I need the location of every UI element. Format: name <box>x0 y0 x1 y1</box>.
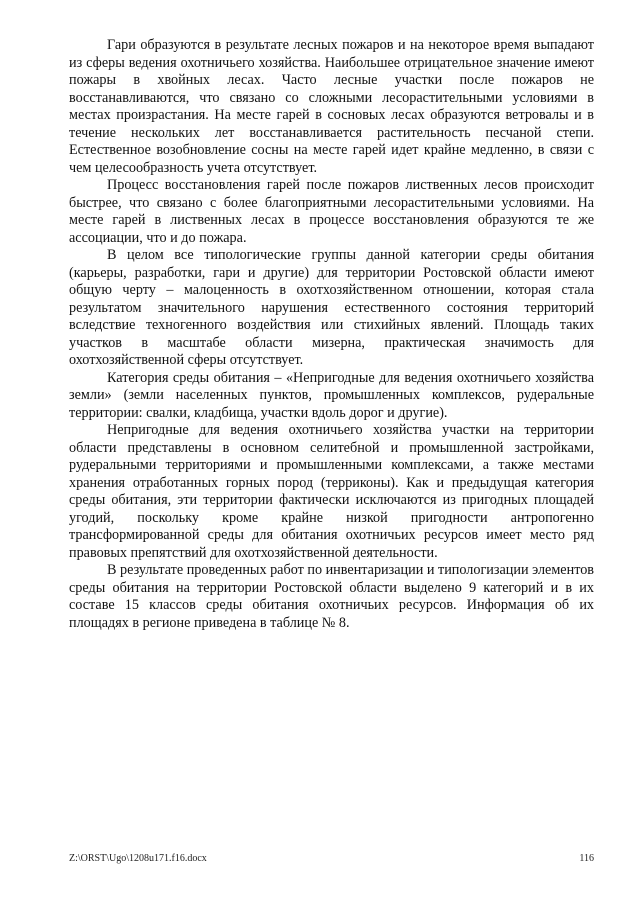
paragraph-results: В результате проведенных работ по инвентаризации и типологизации элементов среды обитания на территории Ростовской области выделено 9 категорий и в их составе 15 классов среды обитания охотничьих ресурсов. Информация об их площадях в регионе приведена в таблице № 8. <box>69 562 594 631</box>
footer-page-number: 116 <box>579 853 594 864</box>
paragraph-unsuitable-areas: Непригодные для ведения охотничьего хозяйства участки на территории области представлены в основном селитебной и промышленной застройками, рудеральными территориями и промышленными комплексами, а также местами хранения отработанных горных пород (терриконы). Как и предыдущая категория среды обитания, эти территории фактически исключаются из пригодных площадей угодий, поскольку кроме крайне низкой пригодности антропогенно трансформированной среды для обитания охотничьих ресурсов имеет место ряд правовых препятствий для охотхозяйственной деятельности. <box>69 422 594 561</box>
footer-file-path: Z:\ORST\Ugo\1208u171.f16.docx <box>69 853 207 864</box>
paragraph-typological-groups: В целом все типологические группы данной категории среды обитания (карьеры, разработки, гари и другие) для территории Ростовской области имеют общую черту – малоценность в охотхозяйственном отношении, которая стала результатом значительного нарушения естественного состояния территорий вследствие техногенного воздействия или стихийных явлений. Площадь таких участков в масштабе области мизерна, практическая значимость для охотхозяйственной сферы отсутствует. <box>69 247 594 368</box>
paragraph-burned-areas: Гари образуются в результате лесных пожаров и на некоторое время выпадают из сферы ведения охотничьего хозяйства. Наибольшее отрицательное значение имеют пожары в хвойных лесах. Часто лесные участки после пожаров не восстанавливаются, что связано со сложными лесорастительными условиями в местах произрастания. На месте гарей в сосновых лесах образуются ветровалы и в течение нескольких лет восстанавливается растительность песчаной степи. Естественное возобновление сосны на месте гарей идет крайне медленно, в связи с чем целесообразность учета отсутствует. <box>69 37 594 176</box>
paragraph-recovery-process: Процесс восстановления гарей после пожаров лиственных лесов происходит быстрее, что связано с более благоприятными лесорастительными условиями. На месте гарей в лиственных лесах в процессе восстановления образуются те же ассоциации, что и до пожара. <box>69 177 594 246</box>
document-body <box>69 37 594 632</box>
paragraph-unsuitable-category: Категория среды обитания – «Непригодные для ведения охотничьего хозяйства земли» (земли населенных пунктов, промышленных комплексов, рудеральные территории: свалки, кладбища, участки вдоль дорог и другие). <box>69 369 594 421</box>
